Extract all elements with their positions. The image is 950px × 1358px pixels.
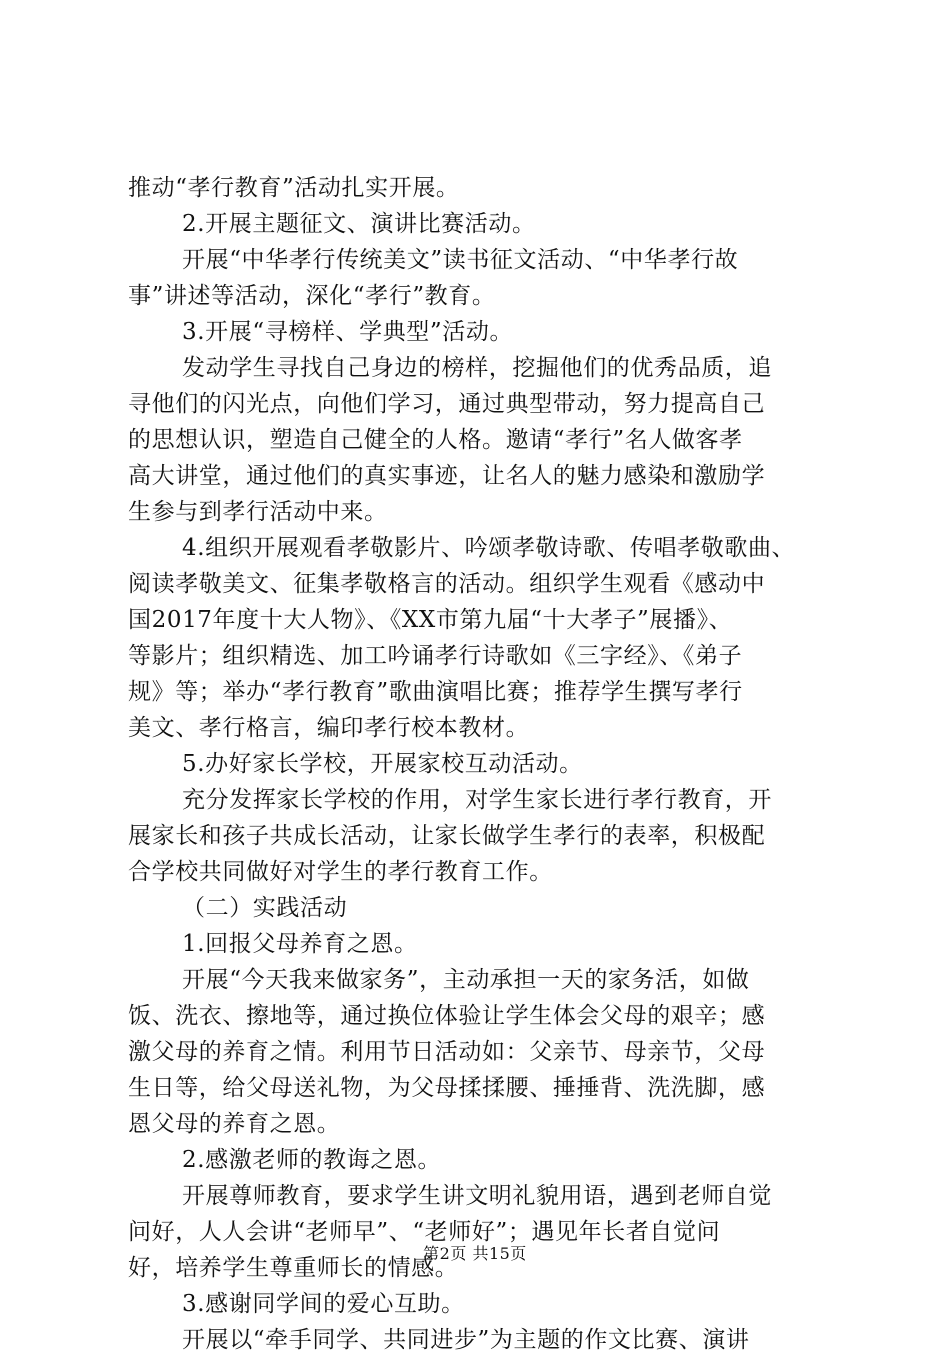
text-line: 等影片；组织精选、加工吟诵孝行诗歌如《三字经》、《弟子 xyxy=(128,643,743,669)
text-line: 4.组织开展观看孝敬影片、吟颂孝敬诗歌、传唱孝敬歌曲、 xyxy=(182,535,796,561)
text-line: 恩父母的养育之恩。 xyxy=(128,1111,341,1137)
text-line: 开展以“牵手同学、共同进步”为主题的作文比赛、演讲 xyxy=(182,1327,750,1353)
text-line: 1.回报父母养育之恩。 xyxy=(182,931,418,957)
text-line: 2.开展主题征文、演讲比赛活动。 xyxy=(182,211,536,237)
text-line: 3.感谢同学间的爱心互助。 xyxy=(182,1291,465,1317)
text-line: 国2017年度十大人物》、《XX市第九届“十大孝子”展播》、 xyxy=(128,607,733,633)
text-line: 问好，人人会讲“老师早”、“老师好”；遇见年长者自觉问 xyxy=(128,1219,721,1245)
page-footer xyxy=(0,1244,950,1264)
text-line: 开展“今天我来做家务”，主动承担一天的家务活，如做 xyxy=(182,967,750,993)
text-line: 事”讲述等活动，深化“孝行”教育。 xyxy=(128,283,496,309)
text-line: 合学校共同做好对学生的孝行教育工作。 xyxy=(128,859,553,885)
text-line: 好，培养学生尊重师长的情感。 xyxy=(128,1255,459,1281)
text-line: 开展“中华孝行传统美文”读书征文活动、“中华孝行故 xyxy=(182,247,739,273)
text-line: 饭、洗衣、擦地等，通过换位体验让学生体会父母的艰辛；感 xyxy=(128,1003,766,1029)
text-line: 开展尊师教育，要求学生讲文明礼貌用语，遇到老师自觉 xyxy=(182,1183,772,1209)
text-line: 发动学生寻找自己身边的榜样，挖掘他们的优秀品质，追 xyxy=(182,355,772,381)
text-line: 3.开展“寻榜样、学典型”活动。 xyxy=(182,319,514,345)
text-line: 推动“孝行教育”活动扎实开展。 xyxy=(128,175,460,201)
text-line: 充分发挥家长学校的作用，对学生家长进行孝行教育，开 xyxy=(182,787,772,813)
text-line: 2.感激老师的教诲之恩。 xyxy=(182,1147,442,1173)
text-line: 高大讲堂，通过他们的真实事迹，让名人的魅力感染和激励学 xyxy=(128,463,766,489)
section-heading: （二）实践活动 xyxy=(182,895,348,921)
text-line: 寻他们的闪光点，向他们学习，通过典型带动，努力提高自己 xyxy=(128,391,766,417)
text-line: 生参与到孝行活动中来。 xyxy=(128,499,388,525)
text-line: 展家长和孩子共成长活动，让家长做学生孝行的表率，积极配 xyxy=(128,823,766,849)
document-body xyxy=(128,170,828,1358)
text-line: 阅读孝敬美文、征集孝敬格言的活动。组织学生观看《感动中 xyxy=(128,571,766,597)
text-line: 规》等；举办“孝行教育”歌曲演唱比赛；推荐学生撰写孝行 xyxy=(128,679,743,705)
text-line: 生日等，给父母送礼物，为父母揉揉腰、捶捶背、洗洗脚，感 xyxy=(128,1075,766,1101)
text-line: 的思想认识，塑造自己健全的人格。邀请“孝行”名人做客孝 xyxy=(128,427,743,453)
text-line: 5.办好家长学校，开展家校互动活动。 xyxy=(182,751,583,777)
page-number: 第2页 共15页 xyxy=(423,1244,527,1263)
text-line: 美文、孝行格言，编印孝行校本教材。 xyxy=(128,715,530,741)
text-line: 激父母的养育之情。利用节日活动如：父亲节、母亲节，父母 xyxy=(128,1039,766,1065)
